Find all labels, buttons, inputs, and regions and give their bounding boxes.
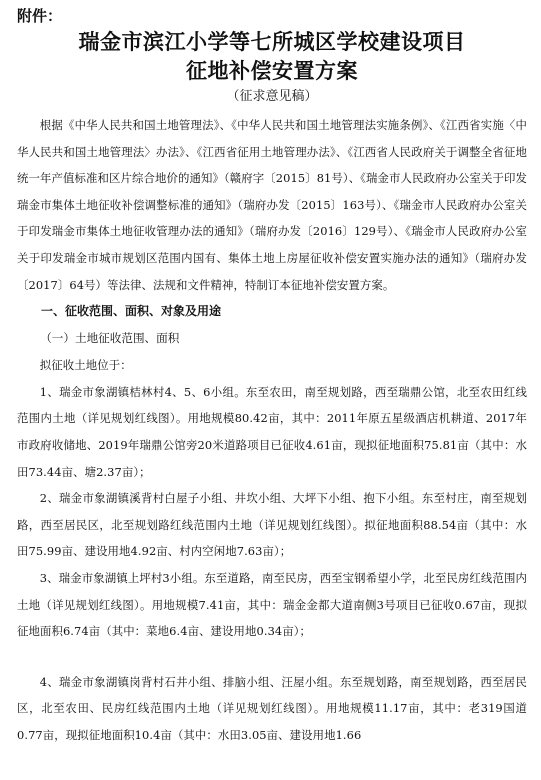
intro-paragraph: 根据《中华人民共和国土地管理法》、《中华人民共和国土地管理法实施条例》、《江西省实施〈中华人民共和国土地管理法〉办法》、《江西省征用土地管理办法》、《江西省人民政府关于调整全省征地统一年产值标准和区片综合地价的通知》（赣府字〔2015〕81号）、《瑞金市人民政府办公室关于印发瑞金市集体土地征收补偿调整标准的通知》（瑞府办发〔2015〕163号）、《瑞金市人民政府办公室关于印发瑞金市集体土地征收管理办法的通知》（瑞府办发〔2016〕129号）、《瑞金市人民政府办公室关于印发瑞金市城市规划区范围内国有、集体土地上房屋征收补偿安置实施办法的通知》（瑞府办发〔2017〕64号）等法律、法规和文件精神，特制订本征地补偿安置方案。: [17, 118, 527, 292]
document-title-line2: 征地补偿安置方案: [186, 59, 358, 83]
subsection-heading: （一）土地征收范围、面积: [40, 331, 180, 346]
paragraph-gap: [17, 645, 527, 669]
document-subtitle: （征求意见稿）: [226, 89, 318, 104]
item-paragraph-4: 4、瑞金市象湖镇岗背村石井小组、排脑小组、汪屋小组。东至规划路，南至规划路，西至居民区，北至农田、民房红线范围内土地（详见规划红线图）。用地规模11.17亩，其中：老319国道0.77亩，现拟征地面积10.4亩（其中：水田3.05亩、建设用地1.66: [17, 674, 527, 742]
attachment-label: 附件：: [17, 7, 63, 25]
item-paragraph-1: 1、瑞金市象湖镇桔林村4、5、6小组。东至农田，南至规划路，西至瑞鼎公馆，北至农田红线范围内土地（详见规划红线图）。用地规模80.42亩，其中：2011年原五星级酒店机耕道、2017年市政府收储地、2019年瑞鼎公馆旁20米道路项目已征收4.61亩，现拟征地面积75.81亩（其中：水田73.44亩、塘2.37亩）；: [17, 384, 527, 479]
item-paragraph-2: 2、瑞金市象湖镇溪背村白屋子小组、井坎小组、大坪下小组、抱下小组。东至村庄，南至规划路，西至居民区，北至规划路红线范围内土地（详见规划红线图）。拟征地面积88.54亩（其中：水田75.99亩、建设用地4.92亩、村内空闲地7.63亩）；: [17, 491, 527, 559]
location-intro: 拟征收土地位于：: [39, 358, 132, 373]
section-heading: 一、征收范围、面积、对象及用途: [41, 304, 222, 319]
document-title-line1: 瑞金市滨江小学等七所城区学校建设项目: [78, 30, 466, 54]
item-paragraph-3: 3、瑞金市象湖镇上坪村3小组。东至道路，南至民房，西至宝钢希望小学，北至民房红线范围内土地（详见规划红线图）。用地规模7.41亩，其中：瑞金金都大道南侧3号项目已征收0.67亩，现拟征地面积6.74亩（其中：菜地6.4亩、建设用地0.34亩）；: [17, 570, 527, 639]
